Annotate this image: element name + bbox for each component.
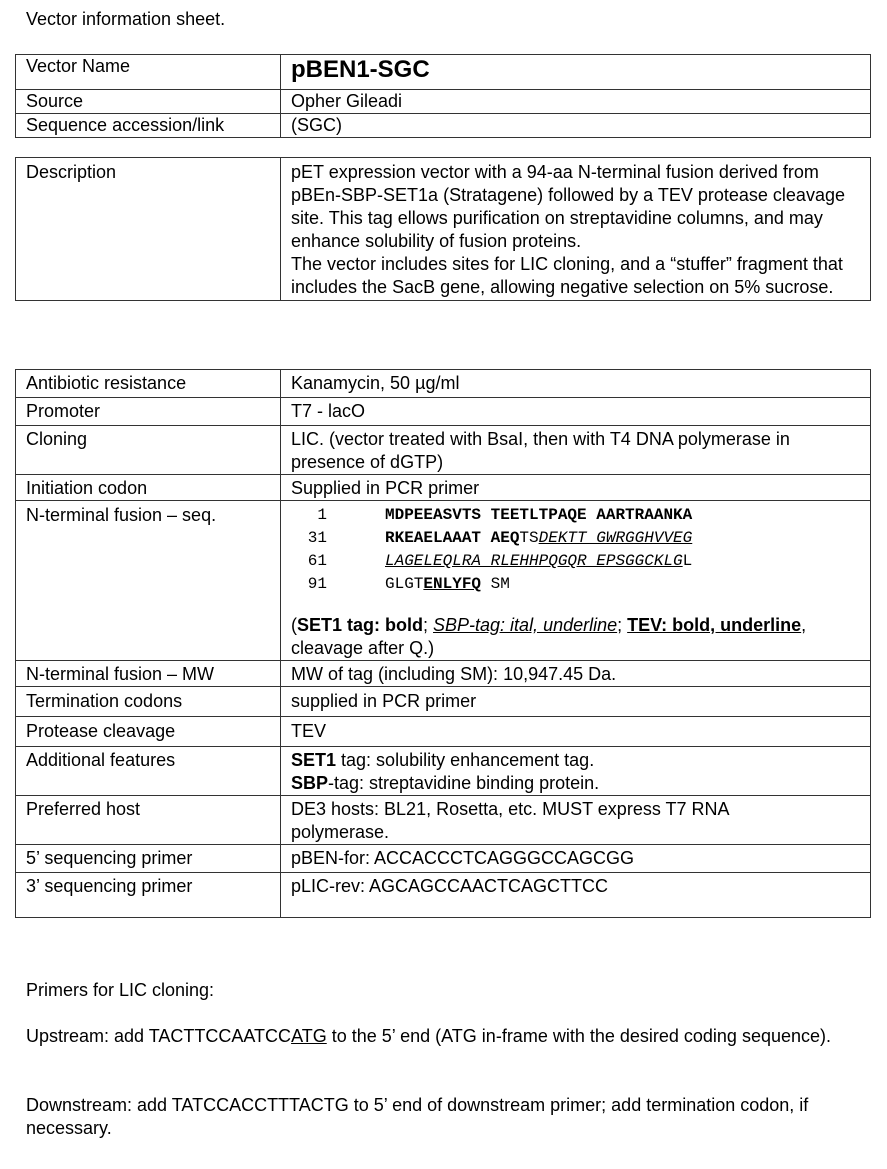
sequence-position: 1 (317, 506, 327, 524)
sequence-segment: GLGT (385, 575, 424, 593)
primer3-value: pLIC-rev: AGCAGCCAACTCAGCTTCC (281, 873, 871, 918)
protease-label: Protease cleavage (16, 717, 281, 747)
page-title: Vector information sheet. (26, 9, 226, 29)
feature-set1: SET1 tag: solubility enhancement tag. (291, 750, 595, 770)
primer3-label: 3’ sequencing primer (16, 873, 281, 918)
accession-label: Sequence accession/link (16, 114, 281, 138)
description-paragraph-2: The vector includes sites for LIC cloning, and a “stuffer” fragment that includes the SacB gene, allowing negative selection on 5% sucrose. (291, 254, 843, 297)
sequence-segment: L (682, 552, 693, 570)
antibiotic-value: Kanamycin, 50 µg/ml (281, 370, 871, 398)
sequence-legend: (SET1 tag: bold; SBP-tag: ital, underline; TEV: bold, underline, cleavage after Q.) (291, 615, 807, 658)
table-row (16, 475, 871, 501)
table-row (16, 398, 871, 426)
lic-downstream: Downstream: add TATCCACCTTTACTG to 5’ end of downstream primer; add termination codon, if necessary. (26, 1095, 809, 1138)
table-row (16, 370, 871, 398)
fusion-mw-value: MW of tag (including SM): 10,947.45 Da. (281, 661, 871, 687)
host-label: Preferred host (16, 796, 281, 845)
sequence-row (291, 550, 860, 573)
legend-tev: TEV: bold, underline (627, 615, 802, 635)
description-table (15, 157, 871, 301)
description-label: Description (16, 158, 281, 301)
description-value (281, 158, 871, 301)
cloning-label: Cloning (16, 426, 281, 475)
table-row (16, 501, 871, 661)
table-row (16, 845, 871, 873)
table-row (16, 796, 871, 845)
table-row (16, 90, 871, 114)
sequence-position: 31 (307, 529, 327, 547)
vector-name: pBEN1-SGC (291, 56, 430, 83)
description-paragraph-1: pET expression vector with a 94-aa N-terminal fusion derived from pBEn-SBP-SET1a (Stratagene) followed by a TEV protease cleavage site. This tag ellows purification on streptavidine columns, and may enhance solubility of fusion proteins. (291, 162, 845, 251)
promoter-value: T7 - lacO (281, 398, 871, 426)
promoter-label: Promoter (16, 398, 281, 426)
fusion-seq-value (281, 501, 871, 661)
primer5-value: pBEN-for: ACCACCCTCAGGGCCAGCGG (281, 845, 871, 873)
fusion-mw-label: N-terminal fusion – MW (16, 661, 281, 687)
sequence-segment: TS (519, 529, 539, 547)
table-row (16, 661, 871, 687)
initiation-label: Initiation codon (16, 475, 281, 501)
sequence-segment: DEKTT GWRGGHVVEG (538, 529, 693, 547)
host-value: DE3 hosts: BL21, Rosetta, etc. MUST express T7 RNA polymerase. (281, 796, 871, 845)
sequence-block (291, 504, 860, 596)
source-label: Source (16, 90, 281, 114)
features-label: Additional features (16, 747, 281, 796)
sequence-segment: ENLYFQ (423, 575, 482, 593)
feature-sbp: SBP-tag: streptavidine binding protein. (291, 773, 600, 793)
fusion-seq-label: N-terminal fusion – seq. (16, 501, 281, 661)
sequence-position: 91 (307, 575, 327, 593)
legend-set1: SET1 tag: bold (297, 615, 423, 635)
table-row (16, 114, 871, 138)
antibiotic-label: Antibiotic resistance (16, 370, 281, 398)
table-row (16, 717, 871, 747)
atg-codon: ATG (291, 1026, 327, 1046)
table-row (16, 747, 871, 796)
sequence-segment: SM (481, 575, 510, 593)
table-row (16, 55, 871, 90)
sequence-row (291, 573, 860, 596)
termination-label: Termination codons (16, 687, 281, 717)
table-row (16, 426, 871, 475)
protease-value: TEV (281, 717, 871, 747)
table-row (16, 873, 871, 918)
lic-upstream: Upstream: add TACTTCCAATCCATG to the 5’ end (ATG in-frame with the desired coding sequence). (26, 1026, 831, 1046)
vector-name-label: Vector Name (16, 55, 281, 90)
details-table (15, 369, 871, 918)
legend-sbp: SBP-tag: ital, underline (433, 615, 618, 635)
accession-value: (SGC) (281, 114, 871, 138)
primer5-label: 5’ sequencing primer (16, 845, 281, 873)
termination-value: supplied in PCR primer (281, 687, 871, 717)
table-row (16, 158, 871, 301)
vector-name-value (281, 55, 871, 90)
sequence-position: 61 (307, 552, 327, 570)
sequence-segment: MDPEEASVTS TEETLTPAQE AARTRAANKA (385, 506, 693, 524)
vector-identity-table (15, 54, 871, 138)
lic-primers-heading: Primers for LIC cloning: (26, 980, 215, 1000)
sequence-segment: LAGELEQLRA RLEHHPQGQR EPSGGCKLG (385, 552, 683, 570)
table-row (16, 687, 871, 717)
features-value (281, 747, 871, 796)
initiation-value: Supplied in PCR primer (281, 475, 871, 501)
source-value: Opher Gileadi (281, 90, 871, 114)
sequence-row (291, 504, 860, 527)
cloning-value: LIC. (vector treated with BsaI, then with T4 DNA polymerase in presence of dGTP) (281, 426, 871, 475)
sequence-segment: RKEAELAAAT AEQ (385, 529, 520, 547)
sequence-row (291, 527, 860, 550)
